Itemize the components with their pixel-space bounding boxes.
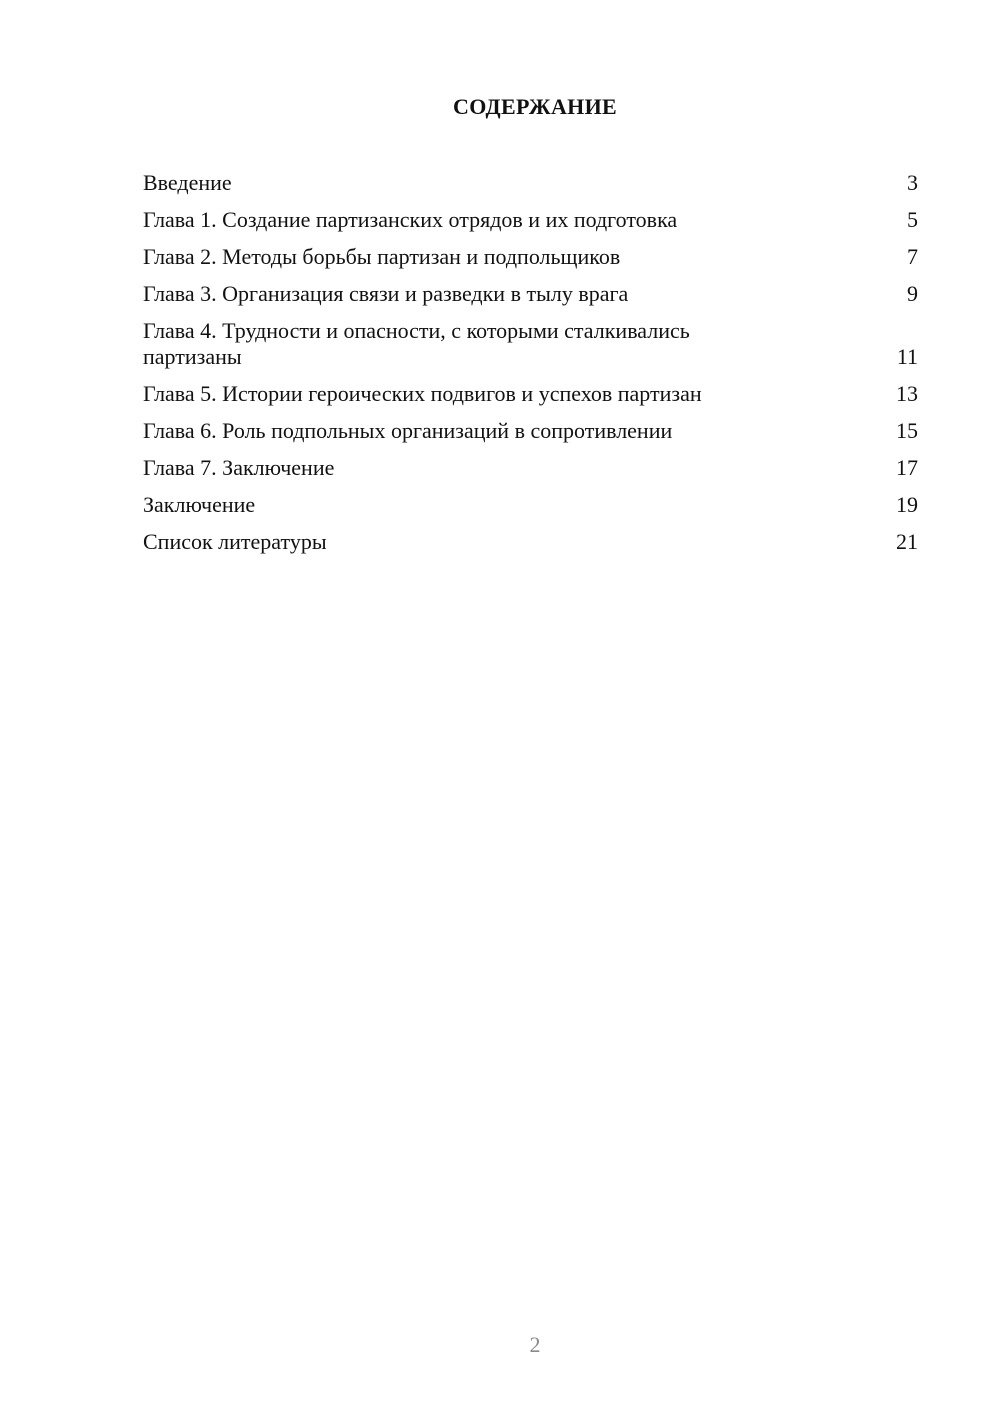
toc-entry-page: 15 (896, 418, 918, 443)
toc-entry-chapter-3[interactable] (143, 281, 918, 307)
page-number: 2 (529, 1332, 541, 1357)
toc-entry-page: 17 (896, 455, 918, 480)
toc-entry-page: 3 (907, 170, 918, 195)
toc-entry-conclusion[interactable] (143, 492, 918, 518)
toc-entry-page: 9 (907, 281, 918, 306)
toc-entry-chapter-6[interactable] (143, 418, 918, 444)
toc-entry-title: Глава 6. Роль подпольных организаций в сопротивлении (143, 418, 673, 443)
toc-entry-page: 11 (896, 344, 918, 369)
toc-entry-page: 13 (896, 381, 918, 406)
table-of-contents (143, 170, 918, 566)
toc-entry-title: Глава 4. Трудности и опасности, с которыми сталкивались партизаны (143, 318, 690, 369)
toc-entry-references[interactable] (143, 529, 918, 555)
toc-entry-title: Глава 3. Организация связи и разведки в тылу врага (143, 281, 629, 306)
page-title: СОДЕРЖАНИЕ (453, 94, 617, 119)
toc-entry-title: Введение (143, 170, 232, 195)
toc-entry-page: 21 (896, 529, 918, 554)
toc-entry-chapter-1[interactable] (143, 207, 918, 233)
toc-entry-title: Глава 1. Создание партизанских отрядов и их подготовка (143, 207, 678, 232)
toc-entry-introduction[interactable] (143, 170, 918, 196)
toc-entry-page: 5 (907, 207, 918, 232)
toc-entry-chapter-7[interactable] (143, 455, 918, 481)
toc-entry-title: Глава 5. Истории героических подвигов и успехов партизан (143, 381, 702, 406)
toc-entry-chapter-2[interactable] (143, 244, 918, 270)
toc-entry-title: Список литературы (143, 529, 327, 554)
toc-entry-chapter-4[interactable] (143, 318, 918, 370)
toc-entry-title: Глава 2. Методы борьбы партизан и подпольщиков (143, 244, 621, 269)
toc-entry-title: Глава 7. Заключение (143, 455, 335, 480)
toc-entry-page: 19 (896, 492, 918, 517)
toc-entry-page: 7 (907, 244, 918, 269)
toc-entry-chapter-5[interactable] (143, 381, 918, 407)
toc-entry-title: Заключение (143, 492, 256, 517)
